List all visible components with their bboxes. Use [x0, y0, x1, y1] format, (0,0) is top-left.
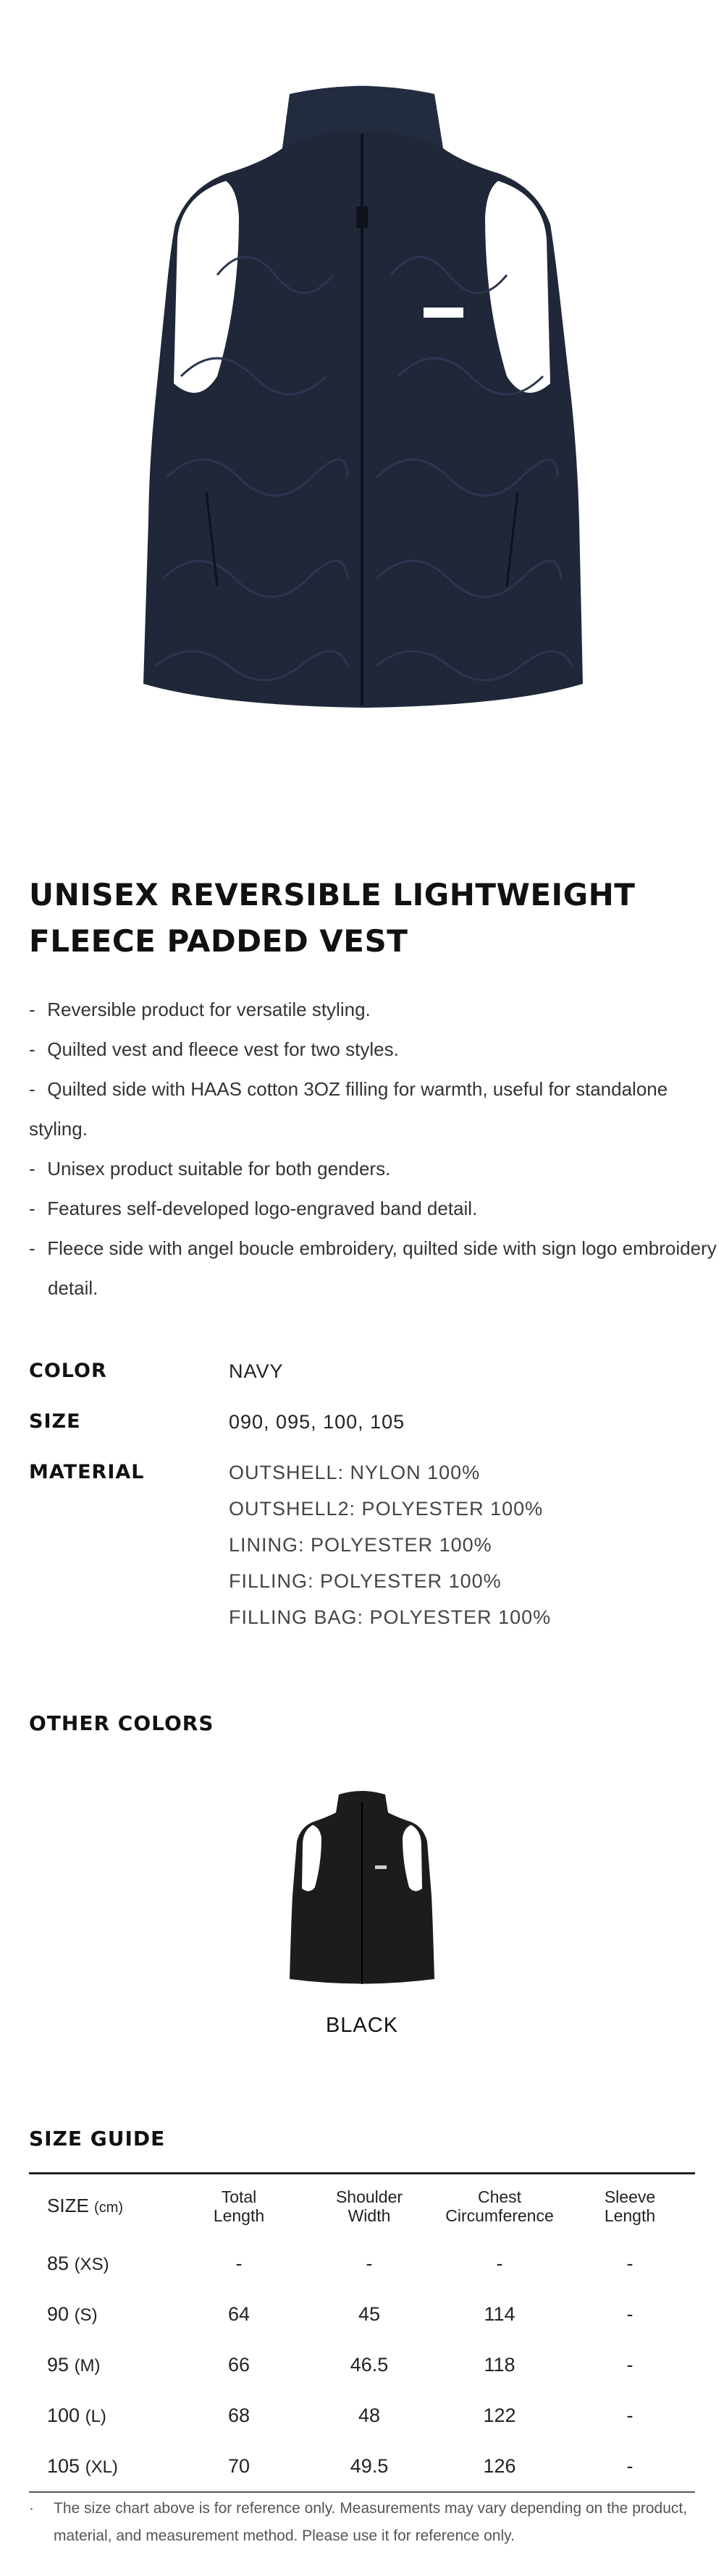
- description-item: - Features self-developed logo-engraved band detail.: [29, 1198, 478, 1219]
- col-header-chest: Chest Circumference: [445, 2187, 554, 2226]
- product-specs: [29, 1353, 695, 1650]
- table-row: [29, 2441, 695, 2492]
- color-option-black[interactable]: [282, 1780, 442, 1990]
- value-cell: 46.5: [350, 2354, 389, 2376]
- description-item: - Quilted side with HAAS cotton 3OZ filling for warmth, useful for standalone styling.: [29, 1078, 668, 1140]
- value-cell: 118: [484, 2354, 515, 2376]
- description-item-wrap: detail.: [48, 1277, 98, 1299]
- product-title: [29, 872, 681, 965]
- value-cell: -: [366, 2253, 373, 2274]
- spec-value: 090, 095, 100, 105: [229, 1411, 405, 1433]
- value-cell: 48: [358, 2405, 381, 2426]
- table-header-row: [29, 2174, 695, 2239]
- col-header-size: SIZE (cm): [47, 2194, 124, 2216]
- value-cell: -: [626, 2354, 634, 2376]
- spec-label: COLOR: [29, 1360, 107, 1382]
- value-cell: -: [626, 2454, 634, 2477]
- material-line: FILLING BAG: POLYESTER 100%: [229, 1606, 552, 1628]
- product-title-line2: FLEECE PADDED VEST: [29, 923, 408, 959]
- value-cell: 126: [483, 2454, 516, 2477]
- value-cell: 49.5: [350, 2454, 389, 2477]
- material-line: OUTSHELL2: POLYESTER 100%: [229, 1498, 544, 1520]
- spec-label: SIZE: [29, 1410, 81, 1433]
- product-title-line1: UNISEX REVERSIBLE LIGHTWEIGHT: [29, 877, 636, 912]
- color-option-label: BLACK: [325, 2014, 399, 2037]
- value-cell: 122: [483, 2405, 516, 2426]
- table-row: [29, 2340, 695, 2391]
- size-guide-table: [29, 2172, 695, 2493]
- value-cell: -: [626, 2405, 634, 2426]
- value-cell: -: [496, 2253, 503, 2274]
- size-cell: 95 (M): [47, 2354, 101, 2376]
- size-guide-note: [29, 2495, 702, 2550]
- material-line: FILLING: POLYESTER 100%: [229, 1570, 502, 1592]
- material-line: LINING: POLYESTER 100%: [229, 1534, 492, 1556]
- value-cell: 64: [227, 2303, 251, 2325]
- value-cell: 114: [484, 2303, 515, 2325]
- col-header-total-length: Total Length: [213, 2187, 265, 2226]
- col-header-sleeve-length: Sleeve Length: [604, 2187, 656, 2226]
- other-colors-heading: OTHER COLORS: [29, 1711, 214, 1735]
- spec-row-color: [29, 1353, 695, 1389]
- size-guide-heading: SIZE GUIDE: [29, 2127, 166, 2151]
- value-cell: -: [626, 2303, 634, 2325]
- note-line: The size chart above is for reference only. Measurements may vary depending on the product,: [54, 2500, 688, 2517]
- product-image: [0, 0, 724, 781]
- table-row: [29, 2239, 695, 2289]
- black-vest-thumbnail-icon: [282, 1780, 442, 1990]
- note-bullet: ·: [29, 2500, 34, 2517]
- size-cell: 90 (S): [47, 2303, 98, 2325]
- table-row: [29, 2289, 695, 2340]
- navy-vest-illustration: [0, 0, 724, 781]
- spec-label: MATERIAL: [29, 1461, 145, 1483]
- spec-row-material: [29, 1454, 695, 1635]
- table-row: [29, 2391, 695, 2441]
- size-cell: 105 (XL): [47, 2454, 118, 2477]
- size-cell: 85 (XS): [47, 2253, 109, 2274]
- value-cell: 66: [227, 2354, 251, 2376]
- col-header-shoulder-width: Shoulder Width: [335, 2187, 403, 2226]
- spec-row-size: [29, 1404, 695, 1440]
- value-cell: -: [626, 2253, 634, 2274]
- description-item: - Reversible product for versatile styling.: [29, 999, 371, 1020]
- size-cell: 100 (L): [47, 2405, 106, 2426]
- value-cell: -: [235, 2253, 243, 2274]
- value-cell: 45: [358, 2303, 381, 2325]
- description-item: - Fleece side with angel boucle embroidery, quilted side with sign logo embroidery: [29, 1237, 717, 1259]
- description-item: - Unisex product suitable for both genders.: [29, 1158, 391, 1179]
- spec-value: NAVY: [229, 1360, 284, 1382]
- spec-value-materials: [229, 1454, 551, 1635]
- value-cell: 68: [227, 2405, 251, 2426]
- material-line: OUTSHELL: NYLON 100%: [229, 1462, 481, 1483]
- description-item: - Quilted vest and fleece vest for two styles.: [29, 1038, 399, 1060]
- product-description: [29, 990, 724, 1308]
- value-cell: 70: [227, 2454, 251, 2477]
- note-line: material, and measurement method. Please use it for reference only.: [54, 2528, 515, 2544]
